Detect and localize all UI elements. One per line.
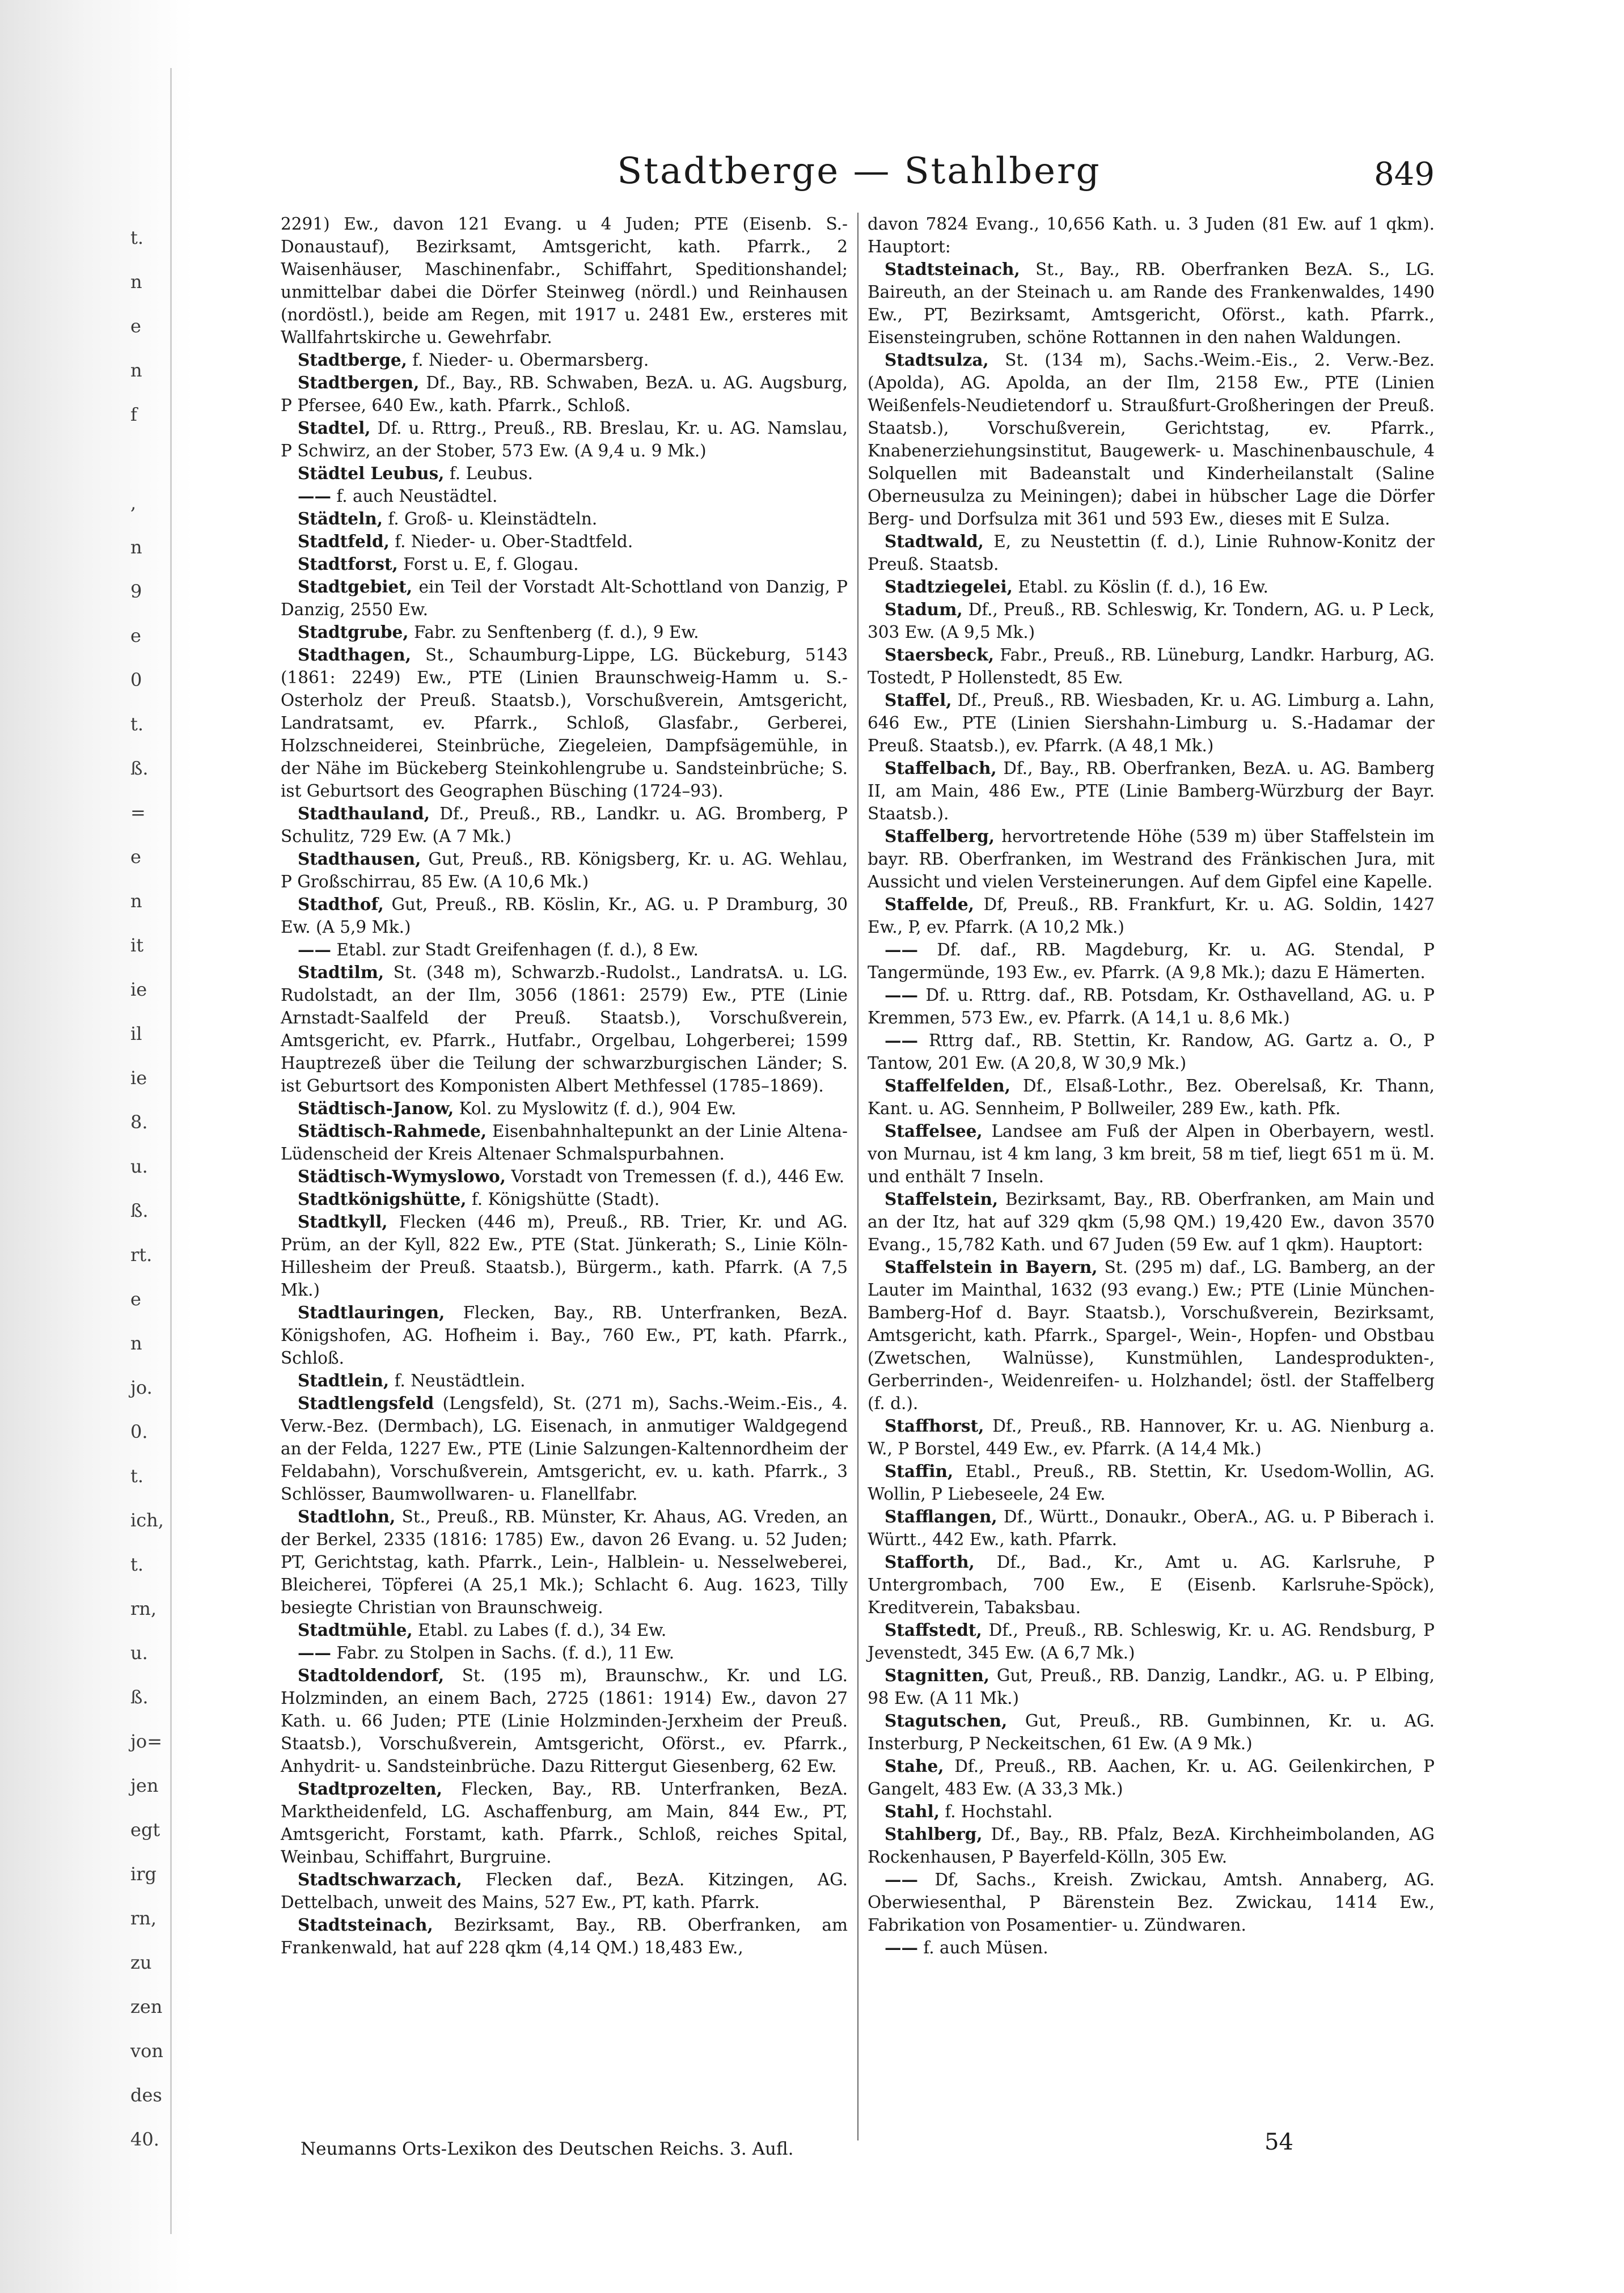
gazetteer-entry [868,1823,1435,1868]
gazetteer-entry [281,1097,848,1120]
gazetteer-entry [281,1211,848,1301]
entry-headword: Stadtgrube, [298,622,409,642]
margin-fragment: e [130,625,141,646]
entry-text: Rttrg daf., RB. Stettin, Kr. Randow, AG. Gartz a. O., P Tantow, 201 Ew. (A 20,8, W 30,9 Mk.) [868,1031,1435,1073]
entry-headword: Stadthausen, [298,849,421,869]
gazetteer-entry [281,1188,848,1211]
gazetteer-entry [281,1392,848,1505]
entry-headword: Stadtforst, [298,554,398,574]
entry-text: Gut, Preuß., RB. Danzig, Landkr., AG. u. P Elbing, 98 Ew. (A 11 Mk.) [868,1666,1435,1708]
entry-headword: —— [885,985,918,1005]
gazetteer-entry [868,1551,1435,1619]
entry-headword: —— [885,1030,918,1050]
gazetteer-entry [281,1369,848,1392]
margin-fragment: t. [130,1465,144,1487]
page-number: 849 [1374,156,1435,193]
entry-headword: Stadtmühle, [298,1620,413,1640]
margin-fragment: = [130,802,146,823]
entry-text: f. Leubus. [449,464,533,483]
entry-text: Df., Preuß., RB. Wiesbaden, Kr. u. AG. Limburg a. Lahn, 646 Ew., PTE (Linien Siershahn-Limburg u. S.-Hadamar der Preuß. Staatsb.), ev. Pfarrk. (A 48,1 Mk.) [868,691,1435,755]
entry-text: Landsee am Fuß der Alpen in Oberbayern, westl. von Murnau, ist 4 km lang, 3 km breit, 58 m tief, liegt 651 m ü. M. und enthält 7 Inseln. [868,1122,1435,1186]
margin-fragment: , [130,492,137,514]
entry-text: 2291) Ew., davon 121 Evang. u 4 Juden; PTE (Eisenb. S.-Donaustauf), Bezirksamt, Amtsgericht, kath. Pfarrk., 2 Waisenhäuser, Maschinenfabr., Schiffahrt, Speditionshandel; unmittelbar dabei die Dörfer Steinweg (nördl.) und Reinhausen (nordöstl.), beide am Regen, mit 1917 u. 2481 Ew., ersteres mit Wallfahrtskirche u. Gewehrfabr. [281,214,848,347]
gazetteer-entry [868,1460,1435,1505]
gazetteer-entry [281,1505,848,1619]
entry-headword: —— [298,1643,331,1662]
gazetteer-entry [281,1120,848,1165]
entry-headword: Staffstedt, [885,1620,982,1640]
gazetteer-entry [868,825,1435,893]
entry-headword: —— [885,1937,918,1957]
entry-headword: Städtel Leubus, [298,463,445,483]
gazetteer-entry [868,893,1435,938]
entry-headword: Stadtlohn, [298,1507,396,1526]
entry-headword: Staffhorst, [885,1416,984,1436]
entry-headword: Stahlberg, [885,1824,983,1844]
gazetteer-entry [868,1074,1435,1120]
entry-headword: Stahl, [885,1801,940,1821]
entry-headword: Städtisch-Rahmede, [298,1121,487,1141]
entry-headword: Stadtberge, [298,350,407,370]
margin-fragment: t. [130,227,144,248]
margin-fragment: 8. [130,1111,148,1133]
footer-imprint: Neumanns Orts-Lexikon des Deutschen Reichs. 3. Aufl. [301,2139,794,2159]
entry-headword: Stadtgebiet, [298,577,413,596]
gazetteer-entry [281,1868,848,1914]
margin-fragment: von [130,2040,163,2062]
entry-headword: Staffelstein, [885,1189,999,1209]
entry-text: Gut, Preuß., RB. Gumbinnen, Kr. u. AG. Insterburg, P Neckeitschen, 61 Ew. (A 9 Mk.) [868,1711,1435,1753]
entry-headword: Stadtsteinach, [885,259,1020,279]
entry-headword: Stadthagen, [298,645,411,665]
entry-text: Gut, Preuß., RB. Köslin, Kr., AG. u. P Dramburg, 30 Ew. (A 5,9 Mk.) [281,895,848,937]
gazetteer-entry [281,417,848,462]
entry-headword: Stadtlengsfeld [298,1393,434,1413]
entry-headword: Stadtprozelten, [298,1779,442,1799]
entry-headword: Stadtsteinach, [298,1915,433,1935]
entry-headword: Stahe, [885,1756,944,1776]
entry-headword: Staffelfelden, [885,1076,1011,1095]
gazetteer-entry [868,644,1435,689]
margin-fragment: zu [130,1952,152,1973]
gazetteer-entry [868,984,1435,1029]
gazetteer-entry [868,258,1435,349]
entry-headword: Stadtkyll, [298,1212,388,1232]
gazetteer-entry [868,1664,1435,1710]
margin-fragment: des [130,2084,162,2106]
margin-fragment: u. [130,1156,148,1177]
gazetteer-entry [281,1778,848,1868]
gazetteer-entry [868,349,1435,530]
entry-headword: Stadtkönigshütte, [298,1189,467,1209]
page-header [284,139,1435,201]
signature-mark: 54 [1264,2129,1293,2155]
gazetteer-entry [868,1120,1435,1188]
column-divider [857,213,858,2140]
entry-text: Etabl. zur Stadt Greifenhagen (f. d.), 8 Ew. [336,940,699,959]
margin-fragment: n [130,359,142,381]
gazetteer-entry [868,598,1435,644]
gazetteer-entry [281,1165,848,1188]
gazetteer-entry [868,1256,1435,1415]
entry-headword: —— [885,1869,918,1889]
gazetteer-entry [281,1914,848,1959]
entry-text: f. Nieder- u. Ober-Stadtfeld. [395,532,633,551]
entry-text: Bezirksamt, Bay., RB. Oberfranken, am Main und an der Itz, hat auf 329 qkm (5,98 QM.) 19,420 Ew., davon 3570 Evang., 15,782 Kath. und 67 Juden (59 Ew. auf 1 qkm). Hauptort: [868,1190,1435,1254]
margin-fragment: it [130,934,144,956]
gazetteer-entry [868,1415,1435,1460]
margin-fragment: u. [130,1642,148,1664]
entry-headword: Staffel, [885,690,952,710]
entry-text: f. Hochstahl. [945,1802,1053,1821]
entry-headword: Stadtlauringen, [298,1302,445,1322]
gazetteer-entry [281,485,848,507]
gazetteer-entry [281,644,848,802]
entry-text: St., Bay., RB. Oberfranken BezA. S., LG. Baireuth, an der Steinach u. am Rande des Frankenwaldes, 1490 Ew., PT, Bezirksamt, Amtsgericht, Oförst., kath. Pfarrk., Eisensteingruben, schöne Rottannen in den nahen Waldungen. [868,260,1435,347]
gazetteer-entry [868,576,1435,598]
entry-text: f. auch Müsen. [923,1938,1048,1957]
entry-headword: Städteln, [298,509,383,528]
margin-fragment: zen [130,1996,163,2017]
entry-text: Flecken, Bay., RB. Unterfranken, BezA. Marktheidenfeld, LG. Aschaffenburg, am Main, 844 Ew., PT, Amtsgericht, Forstamt, kath. Pfarrk., Schloß, reiches Spital, Weinbau, Schiffahrt, Burgruine. [281,1779,848,1867]
entry-headword: Städtisch-Wymyslowo, [298,1166,506,1186]
gazetteer-entry [868,1505,1435,1551]
entry-text: Df., Bad., Kr., Amt u. AG. Karlsruhe, P Untergrombach, 700 Ew., E (Eisenb. Karlsruhe-Spöck), Kreditverein, Tabaksbau. [868,1552,1435,1617]
entry-headword: Staffelsee, [885,1121,983,1141]
entry-text: davon 7824 Evang., 10,656 Kath. u. 3 Juden (81 Ew. auf 1 qkm). Hauptort: [868,214,1435,256]
margin-fragment: rn, [130,1907,157,1929]
entry-text: f. Nieder- u. Obermarsberg. [412,350,649,370]
entry-headword: Stadtfeld, [298,531,390,551]
entry-text: Forst u. E, f. Glogau. [403,555,579,574]
entry-headword: Staersbeck, [885,645,995,665]
entry-headword: Stadtoldendorf, [298,1665,445,1685]
entry-text: Flecken (446 m), Preuß., RB. Trier, Kr. und AG. Prüm, an der Kyll, 822 Ew., PTE (Stat. Jünkerath; S., Linie Köln-Hillesheim der Preuß. Staatsb.), Bürgerm., kath. Pfarrk. (A 7,5 Mk.) [281,1212,848,1300]
gazetteer-entry [868,1029,1435,1074]
entry-text: Etabl., Preuß., RB. Stettin, Kr. Usedom-Wollin, AG. Wollin, P Liebeseele, 24 Ew. [868,1462,1435,1504]
entry-headword: Städtisch-Janow, [298,1098,454,1118]
entry-text: Df. u. Rttrg., Preuß., RB. Breslau, Kr. u. AG. Namslau, P Schwirz, an der Stober, 573 Ew. (A 9,4 u. 9 Mk.) [281,418,848,460]
margin-fragment: e [130,1288,141,1310]
entry-text: Df., Preuß., RB. Schleswig, Kr. u. AG. Rendsburg, P Jevenstedt, 345 Ew. (A 6,7 Mk.) [868,1621,1435,1662]
entry-headword: Stadthauland, [298,803,430,823]
entry-text: Df. daf., RB. Magdeburg, Kr. u. AG. Stendal, P Tangermünde, 193 Ew., ev. Pfarrk. (A 9,8 Mk.); dazu E Hämerten. [868,940,1435,982]
margin-fragment: irg [130,1863,157,1885]
gazetteer-entry [281,576,848,621]
entry-text: f. Groß- u. Kleinstädteln. [388,509,598,528]
gazetteer-entry [281,462,848,485]
left-column [281,213,848,1959]
gazetteer-entry [868,213,1435,258]
book-spine-shadow [0,0,193,2293]
entry-text: St. (195 m), Braunschw., Kr. und LG. Holzminden, an einem Bach, 2725 (1861: 1914) Ew., davon 27 Kath. u. 66 Juden; PTE (Linie Holzminden-Jerxheim der Preuß. Staatsb.), Vorschußverein, Amtsgericht, Oförst., ev. Pfarrk., Anhydrit- u. Sandsteinbrüche. Dazu Rittergut Giesenberg, 62 Ew. [281,1666,848,1776]
entry-headword: Stadtwald, [885,531,984,551]
entry-text: E, zu Neustettin (f. d.), Linie Ruhnow-Konitz der Preuß. Staatsb. [868,532,1435,574]
entry-text: Df., Preuß., RB., Landkr. u. AG. Bromberg, P Schulitz, 729 Ew. (A 7 Mk.) [281,804,848,846]
gazetteer-entry [281,349,848,371]
entry-headword: Staffelbach, [885,758,997,778]
entry-headword: Stafflangen, [885,1507,997,1526]
entry-headword: Stadtbergen, [298,373,420,392]
entry-text: St. (348 m), Schwarzb.-Rudolst., LandratsA. u. LG. Rudolstadt, an der Ilm, 3056 (1861: 2579) Ew., PTE (Linie Arnstadt-Saalfeld der Preuß. Staatsb.), Vorschußverein, Amtsgericht, ev. Pfarrk., Hutfabr., Orgelbau, Lohgerberei; 1599 Hauptrezeß über die Teilung der schwarzburgischen Länder; S. ist Geburtsort des Komponisten Albert Methfessel (1785–1869). [281,963,848,1095]
gazetteer-entry [281,961,848,1097]
gazetteer-entry [281,621,848,644]
entry-text: Fabr. zu Stolpen in Sachs. (f. d.), 11 Ew. [336,1643,675,1662]
entry-headword: —— [298,940,331,959]
entry-text: Etabl. zu Köslin (f. d.), 16 Ew. [1018,577,1268,596]
margin-fragment: 0. [130,1421,148,1442]
entry-text: Df, Preuß., RB. Frankfurt, Kr. u. AG. Soldin, 1427 Ew., P, ev. Pfarrk. (A 10,2 Mk.) [868,895,1435,937]
margin-fragment: ie [130,1067,147,1089]
entry-text: hervortretende Höhe (539 m) über Staffelstein im bayr. RB. Oberfranken, im Westrand des Fränkischen Jura, mit Aussicht und vielen Versteinerungen. Auf dem Gipfel eine Kapelle. [868,827,1435,891]
margin-fragment: n [130,890,142,912]
entry-text: Df., Preuß., RB. Aachen, Kr. u. AG. Geilenkirchen, P Gangelt, 483 Ew. (A 33,3 Mk.) [868,1757,1435,1799]
gazetteer-entry [868,1936,1435,1959]
margin-fragment: il [130,1023,142,1044]
entry-headword: Stadum, [885,599,963,619]
margin-fragment: ß. [130,1686,149,1708]
gazetteer-entry [868,1619,1435,1664]
entry-text: Df., Bay., RB. Schwaben, BezA. u. AG. Augsburg, P Pfersee, 640 Ew., kath. Pfarrk., Schloß. [281,373,848,415]
entry-headword: Stadtlein, [298,1370,390,1390]
gazetteer-entry [868,757,1435,825]
entry-text: Df., Bay., RB. Oberfranken, BezA. u. AG. Bamberg II, am Main, 486 Ew., PTE (Linie Bamberg-Würzburg der Bayr. Staatsb.). [868,759,1435,823]
entry-text: f. Königshütte (Stadt). [471,1190,660,1209]
entry-text: Df., Bay., RB. Pfalz, BezA. Kirchheimbolanden, AG Rockenhausen, P Bayerfeld-Kölln, 305 Ew. [868,1825,1435,1867]
entry-headword: —— [298,486,331,506]
entry-text: St. (295 m) daf., LG. Bamberg, an der Lauter im Mainthal, 1632 (93 evang.) Ew.; PTE (Linie München-Bamberg-Hof d. Bayr. Staatsb.), Vorschußverein, Bezirksamt, Amtsgericht, kath. Pfarrk., Spargel-, Wein-, Hopfen- und Obstbau (Zwetschen, Walnüsse), Kunstmühlen, Landesprodukten-, Gerberrinden-, Weidenreifen- u. Holzhandel; östl. der Staffelberg (f. d.). [868,1258,1435,1413]
margin-fragment: t. [130,1554,144,1575]
entry-text: Flecken, Bay., RB. Unterfranken, BezA. Königshofen, AG. Hofheim i. Bay., 760 Ew., PT, kath. Pfarrk., Schloß. [281,1303,848,1368]
entry-text: Df., Preuß., RB. Schleswig, Kr. Tondern, AG. u. P Leck, 303 Ew. (A 9,5 Mk.) [868,600,1435,642]
gazetteer-entry [281,802,848,848]
gazetteer-entry [868,1755,1435,1800]
entry-text: Df, Sachs., Kreish. Zwickau, Amtsh. Annaberg, AG. Oberwiesenthal, P Bärenstein Bez. Zwickau, 1414 Ew., Fabrikation von Posamentier- u. Zündwaren. [868,1870,1435,1935]
entry-headword: Stadtilm, [298,962,384,982]
gazetteer-entry [868,1868,1435,1936]
entry-headword: Stadtschwarzach, [298,1869,462,1889]
margin-fragment: ß. [130,1200,149,1221]
gazetteer-entry [281,371,848,417]
entry-text: Eisenbahnhaltepunkt an der Linie Altena-Lüdenscheid der Kreis Altenaer Schmalspurbahnen. [281,1122,848,1164]
margin-fragment: n [130,536,142,558]
gazetteer-entry [281,1664,848,1778]
margin-fragment: rn, [130,1598,157,1619]
gazetteer-entry [868,938,1435,984]
running-title: Stadtberge — Stahlberg [617,150,1101,192]
entry-headword: Stadtel, [298,418,371,438]
entry-text: Df., Elsaß-Lothr., Bez. Oberelsaß, Kr. Thann, Kant. u. AG. Sennheim, P Bollweiler, 289 Ew., kath. Pfk. [868,1076,1435,1118]
gazetteer-entry [868,530,1435,576]
gazetteer-entry [868,689,1435,757]
margin-fragment: ich, [130,1509,164,1531]
margin-fragment: e [130,315,141,337]
margin-fragment: jo. [130,1377,153,1398]
entry-text: Gut, Preuß., RB. Königsberg, Kr. u. AG. Wehlau, P Großschirrau, 85 Ew. (A 10,6 Mk.) [281,849,848,891]
gazetteer-entry [281,1619,848,1642]
gazetteer-entry [281,553,848,576]
entry-text: Vorstadt von Tremessen (f. d.), 446 Ew. [511,1167,845,1186]
entry-text: Df., Württ., Donaukr., OberA., AG. u. P Biberach i. Württ., 442 Ew., kath. Pfarrk. [868,1507,1435,1549]
gazetteer-entry [281,213,848,349]
entry-text: Flecken daf., BezA. Kitzingen, AG. Dettelbach, unweit des Mains, 527 Ew., PT, kath. Pfarrk. [281,1870,848,1912]
entry-headword: Staffelde, [885,894,974,914]
margin-fragment: ß. [130,758,149,779]
entry-text: St., Preuß., RB. Münster, Kr. Ahaus, AG. Vreden, an der Berkel, 2335 (1816: 1785) Ew., davon 26 Evang. u. 52 Juden; PT, Gerichtstag, kath. Pfarrk., Lein-, Halblein- u. Nesselweberei, Bleicherei, Töpferei (A 25,1 Mk.); Schlacht 6. Aug. 1623, Tilly besiegte Christian von Braunschweig. [281,1507,848,1617]
gazetteer-entry [281,1642,848,1664]
entry-text: f. auch Neustädtel. [336,486,498,506]
entry-text: St., Schaumburg-Lippe, LG. Bückeburg, 5143 (1861: 2249) Ew., PTE (Linien Braunschweig-Hamm u. S.-Osterholz der Preuß. Staatsb.), Vorschußverein, Amtsgericht, Landratsamt, ev. Pfarrk., Schloß, Glasfabr., Gerberei, Holzschneiderei, Steinbrüche, Ziegeleien, Dampfsägemühle, in der Nähe im Bückeberg Steinkohlengrube u. Sandsteinbrüche; S. ist Geburtsort des Geographen Büsching (1724–93). [281,645,848,801]
entry-headword: Staffelberg, [885,826,995,846]
entry-text: Df. u. Rttrg. daf., RB. Potsdam, Kr. Osthavelland, AG. u. P Kremmen, 573 Ew., ev. Pfarrk. (A 14,1 u. 8,6 Mk.) [868,985,1435,1027]
entry-text: (Lengsfeld), St. (271 m), Sachs.-Weim.-Eis., 4. Verw.-Bez. (Dermbach), LG. Eisenach, in anmutiger Waldgegend an der Felda, 1227 Ew., PTE (Linie Salzungen-Kaltennordheim der Feldabahn), Vorschußverein, Amtsgericht, ev. u. kath. Pfarrk., 3 Schlösser, Baumwollwaren- u. Flanellfabr. [281,1394,848,1504]
entry-headword: —— [885,940,918,959]
gazetteer-entry [868,1188,1435,1256]
entry-headword: Stadtziegelei, [885,577,1013,596]
right-column [868,213,1435,1959]
entry-headword: Staffelstein in Bayern, [885,1257,1098,1277]
entry-text: Fabr. zu Senftenberg (f. d.), 9 Ew. [413,623,699,642]
margin-fragment: ie [130,979,147,1000]
margin-fragment: t. [130,713,144,735]
entry-text: f. Neustädtlein. [394,1371,526,1390]
entry-headword: Stadtsulza, [885,350,989,370]
gazetteer-entry [868,1800,1435,1823]
gazetteer-entry [281,530,848,553]
entry-text: Df., Preuß., RB. Hannover, Kr. u. AG. Nienburg a. W., P Borstel, 449 Ew., ev. Pfarrk. (A 14,4 Mk.) [868,1416,1435,1458]
entry-headword: Staffin, [885,1461,954,1481]
margin-fragment: rt. [130,1244,153,1266]
margin-fragment: n [130,1332,142,1354]
entry-headword: Stagnitten, [885,1665,990,1685]
gazetteer-entry [281,893,848,938]
entry-text: Bezirksamt, Bay., RB. Oberfranken, am Frankenwald, hat auf 228 qkm (4,14 QM.) 18,483 Ew., [281,1915,848,1957]
gazetteer-entry [281,1301,848,1369]
entry-text: Kol. zu Myslowitz (f. d.), 904 Ew. [459,1099,737,1118]
entry-text: St. (134 m), Sachs.-Weim.-Eis., 2. Verw.-Bez. (Apolda), AG. Apolda, an der Ilm, 2158 Ew., PTE (Linien Weißenfels-Neudietendorf u. Straußfurt-Großheringen der Preuß. Staatsb.), Vorschußverein, Gerichtstag, ev. Pfarrk., Knabenerziehungsinstitut, Baugewerk- u. Maschinenbauschule, 4 Solquellen mit Badeanstalt und Kinderheilanstalt (Saline Oberneusulza zu Meiningen); dabei in hübscher Lage die Dörfer Berg- und Dorfsulza mit 361 und 593 Ew., dieses mit E Sulza. [868,350,1435,528]
gutter-line [170,68,172,2234]
margin-fragment: f [130,404,137,425]
entry-text: Fabr., Preuß., RB. Lüneburg, Landkr. Harburg, AG. Tostedt, P Hollenstedt, 85 Ew. [868,645,1435,687]
margin-fragment: 9 [130,581,142,602]
gazetteer-entry [281,938,848,961]
gazetteer-entry [281,507,848,530]
margin-fragment: 40. [130,2129,159,2150]
gazetteer-entry [281,848,848,893]
entry-text: Etabl. zu Labes (f. d.), 34 Ew. [418,1621,667,1640]
margin-fragment: egt [130,1819,160,1841]
margin-fragment: jen [130,1775,159,1796]
margin-fragment: e [130,846,141,868]
entry-headword: Stafforth, [885,1552,975,1572]
entry-headword: Stadthof, [298,894,384,914]
entry-headword: Stagutschen, [885,1711,1008,1731]
margin-fragment: 0 [130,669,142,691]
margin-fragment: jo= [130,1731,162,1752]
entry-text: ein Teil der Vorstadt Alt-Schottland von Danzig, P Danzig, 2550 Ew. [281,577,848,619]
gazetteer-entry [868,1710,1435,1755]
margin-fragment: n [130,271,142,293]
